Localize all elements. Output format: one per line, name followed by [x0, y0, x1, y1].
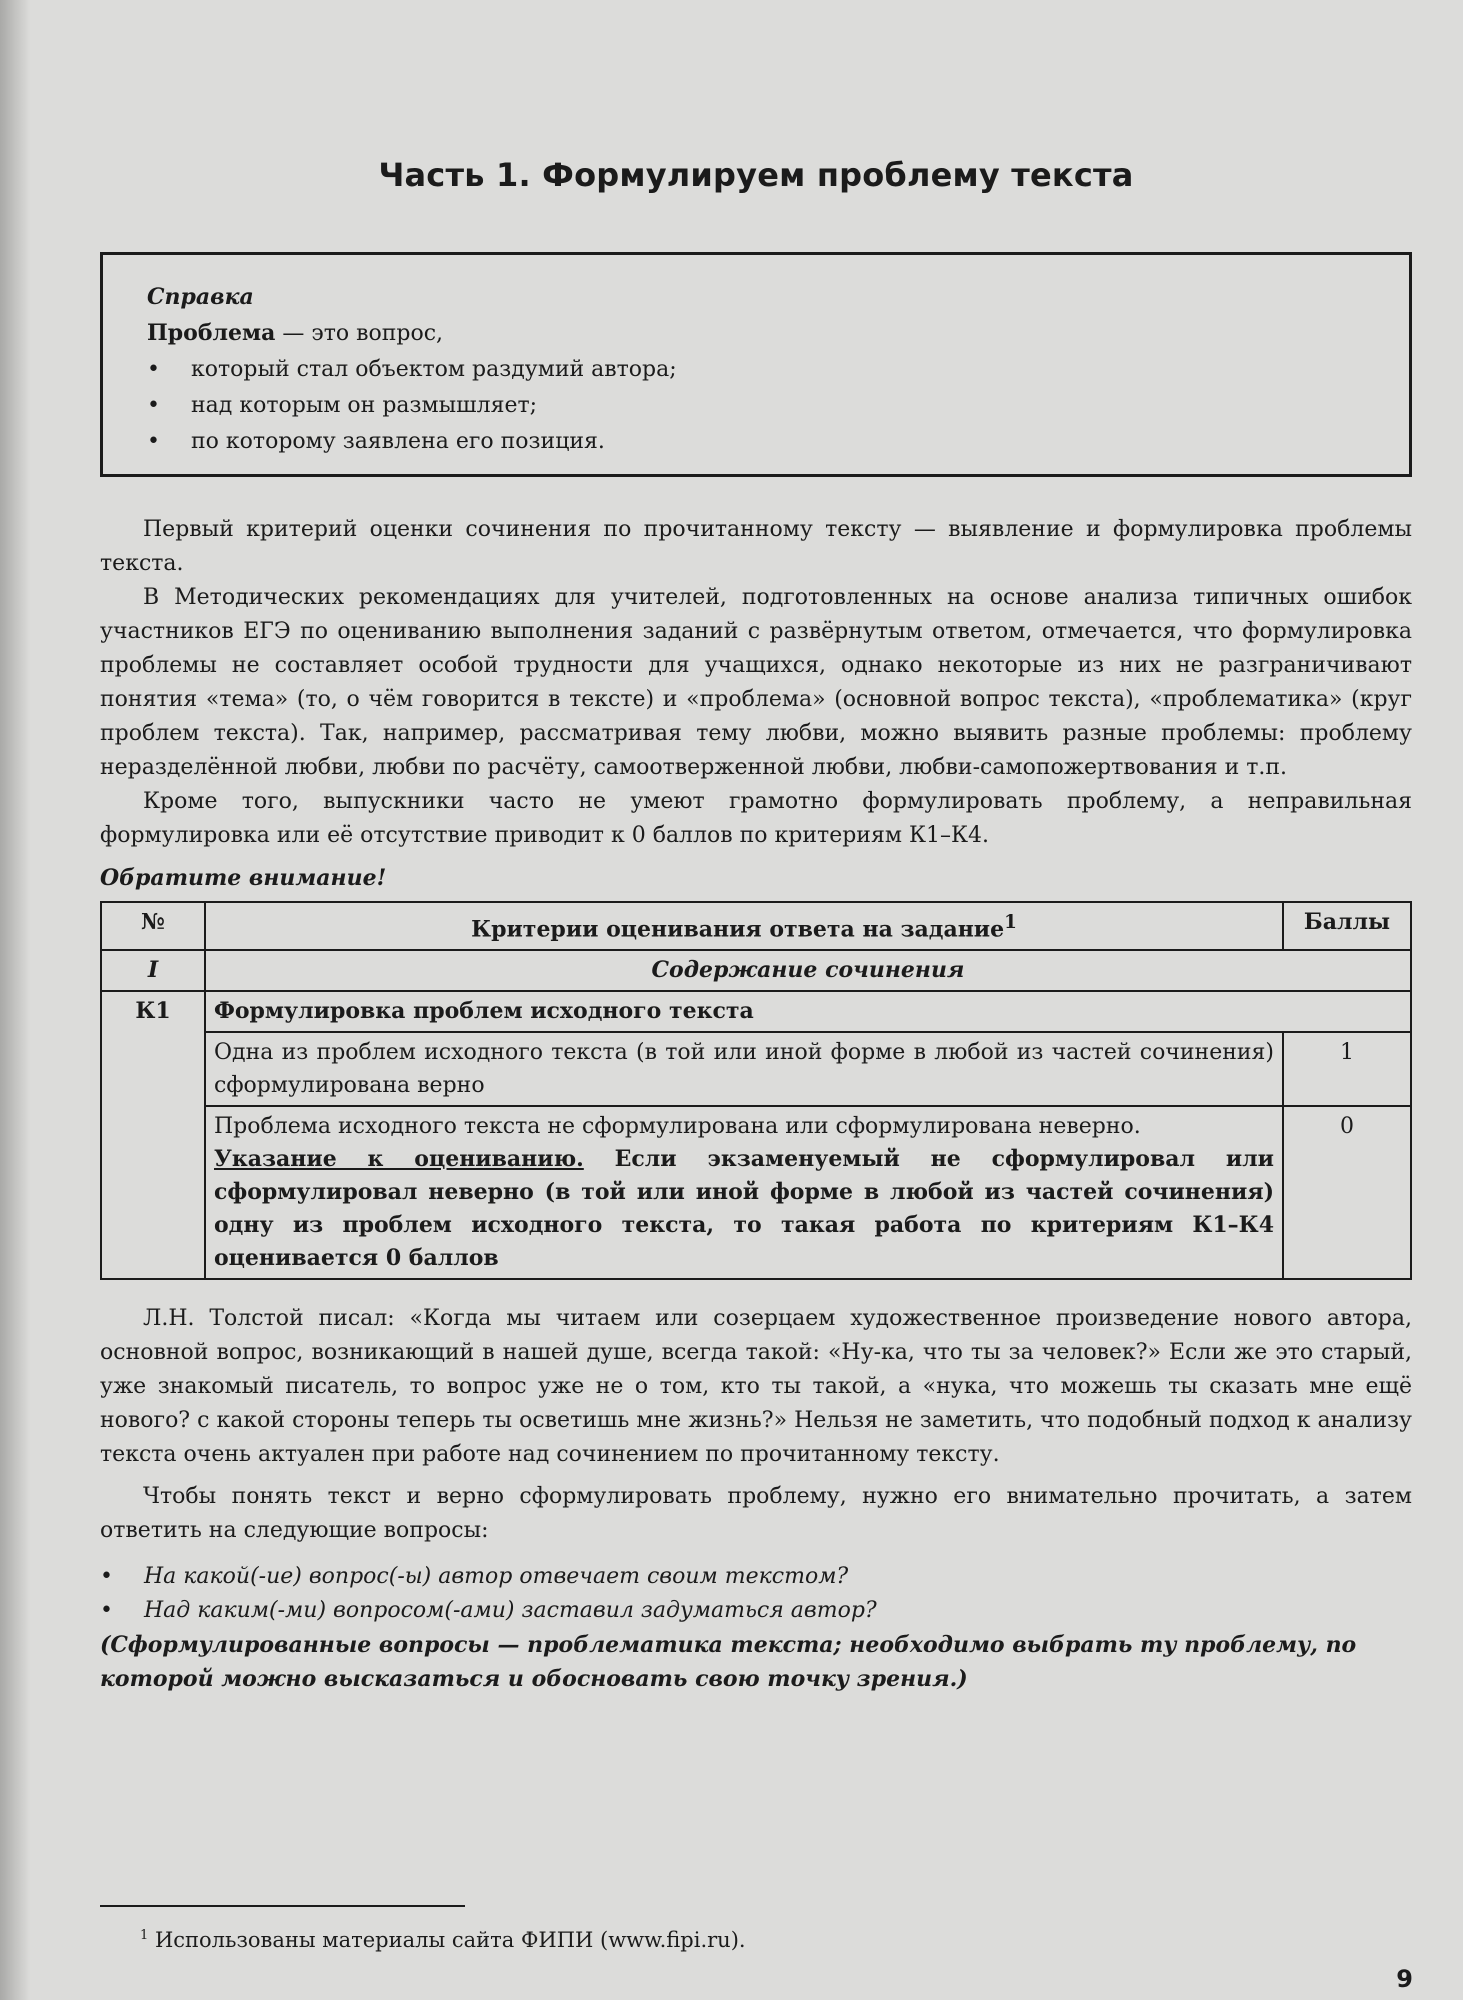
reference-list: [147, 352, 1369, 460]
table-row: [101, 1106, 1411, 1279]
criterion-row-text: Одна из проблем исходного текста (в той или иной форме в любой из частей сочинения) сформулирована верно: [205, 1032, 1283, 1106]
table-row: [101, 991, 1411, 1032]
reference-term: Проблема: [147, 320, 276, 346]
list-item: • над которым он размышляет;: [147, 388, 1369, 424]
list-item: • Над каким(-ми) вопросом(-ами) заставил задуматься автор?: [100, 1594, 1412, 1628]
paragraph: Чтобы понять текст и верно сформулировать проблему, нужно его внимательно прочитать, а затем ответить на следующие вопросы:: [100, 1484, 1412, 1544]
criteria-table: [100, 901, 1412, 1280]
evaluation-note-label: Указание к оцениванию.: [214, 1146, 584, 1173]
header-points: Баллы: [1283, 902, 1411, 950]
list-item: • который стал объектом раздумий автора;: [147, 352, 1369, 388]
evaluation-note-text: Если экзаменуемый не сформулировал или сформулировал неверно (в той или иной форме в любой из частей сочинения) одну из проблем исходного текста, то такая работа по критериям К1–К4 оценивается 0 баллов: [214, 1146, 1274, 1272]
page-edge-shadow: [0, 0, 30, 2000]
criterion-row-text: [205, 1106, 1283, 1279]
criterion-row-points: 1: [1283, 1032, 1411, 1106]
criterion-row-points: 0: [1283, 1106, 1411, 1279]
footnote-divider: [100, 1905, 465, 1907]
header-criteria-text: Критерии оценивания ответа на задание: [471, 916, 1005, 943]
section-num: I: [101, 950, 205, 991]
footnote-ref: 1: [1004, 912, 1017, 933]
paragraph: Кроме того, выпускники часто не умеют грамотно формулировать проблему, а неправильная формулировка или её отсутствие приводит к 0 баллов по критериям К1–К4.: [100, 789, 1412, 848]
table-row: [101, 1032, 1411, 1106]
section-title: Содержание сочинения: [205, 950, 1411, 991]
reference-box: [100, 252, 1412, 477]
attention-heading: Обратите внимание!: [100, 865, 387, 891]
footnote: [140, 1922, 746, 1954]
footnote-mark: 1: [140, 1928, 149, 1943]
page-number: 9: [1396, 1965, 1413, 1993]
questions-list: [100, 1560, 1412, 1628]
criterion-num: К1: [101, 991, 205, 1032]
empty-cell: [101, 1032, 205, 1106]
reference-definition: [147, 315, 1369, 352]
paragraph: Первый критерий оценки сочинения по прочитанному тексту — выявление и формулировка проблемы текста.: [100, 517, 1412, 576]
table-header-row: [101, 902, 1411, 950]
page-content: [100, 155, 1412, 1696]
footnote-text: Использованы материалы сайта ФИПИ (www.fipi.ru).: [148, 1928, 746, 1952]
list-item: • по которому заявлена его позиция.: [147, 424, 1369, 460]
empty-cell: [101, 1106, 205, 1279]
table-row: [101, 950, 1411, 991]
reference-label: Справка: [147, 284, 254, 310]
questions-note: (Сформулированные вопросы — проблематика текста; необходимо выбрать ту проблему, по которой можно высказаться и обосновать свою точку зрения.): [100, 1632, 1357, 1693]
header-num: №: [101, 902, 205, 950]
criterion-title: Формулировка проблем исходного текста: [205, 991, 1411, 1032]
header-criteria: [205, 902, 1283, 950]
row-text: Проблема исходного текста не сформулирована или сформулирована неверно.: [214, 1114, 1141, 1140]
reference-definition-text: — это вопрос,: [275, 321, 444, 346]
page-title: Часть 1. Формулируем проблему текста: [378, 156, 1134, 194]
paragraph: В Методических рекомендациях для учителей, подготовленных на основе анализа типичных ошибок участников ЕГЭ по оцениванию выполнения заданий с развёрнутым ответом, отмечается, что формулировка проблемы не составляет особой трудности для учащихся, однако некоторые из них не разграничивают понятия «тема» (то, о чём говорится в тексте) и «проблема» (основной вопрос текста), «проблематика» (круг проблем текста). Так, например, рассматривая тему любви, можно выявить разные проблемы: проблему неразделённой любви, любви по расчёту, самоотверженной любви, любви-самопожертвования и т.п.: [100, 585, 1412, 780]
list-item: • На какой(-ие) вопрос(-ы) автор отвечает своим текстом?: [100, 1560, 1412, 1594]
paragraph: Л.Н. Толстой писал: «Когда мы читаем или созерцаем художественное произведение нового автора, основной вопрос, возникающий в нашей душе, всегда такой: «Ну-ка, что ты за человек?» Если же это старый, уже знакомый писатель, то вопрос уже не о том, кто ты такой, а «нука, что можешь ты сказать мне ещё нового? с какой стороны теперь ты осветишь мне жизнь?» Нельзя не заметить, что подобный подход к анализу текста очень актуален при работе над сочинением по прочитанному тексту.: [100, 1306, 1412, 1468]
